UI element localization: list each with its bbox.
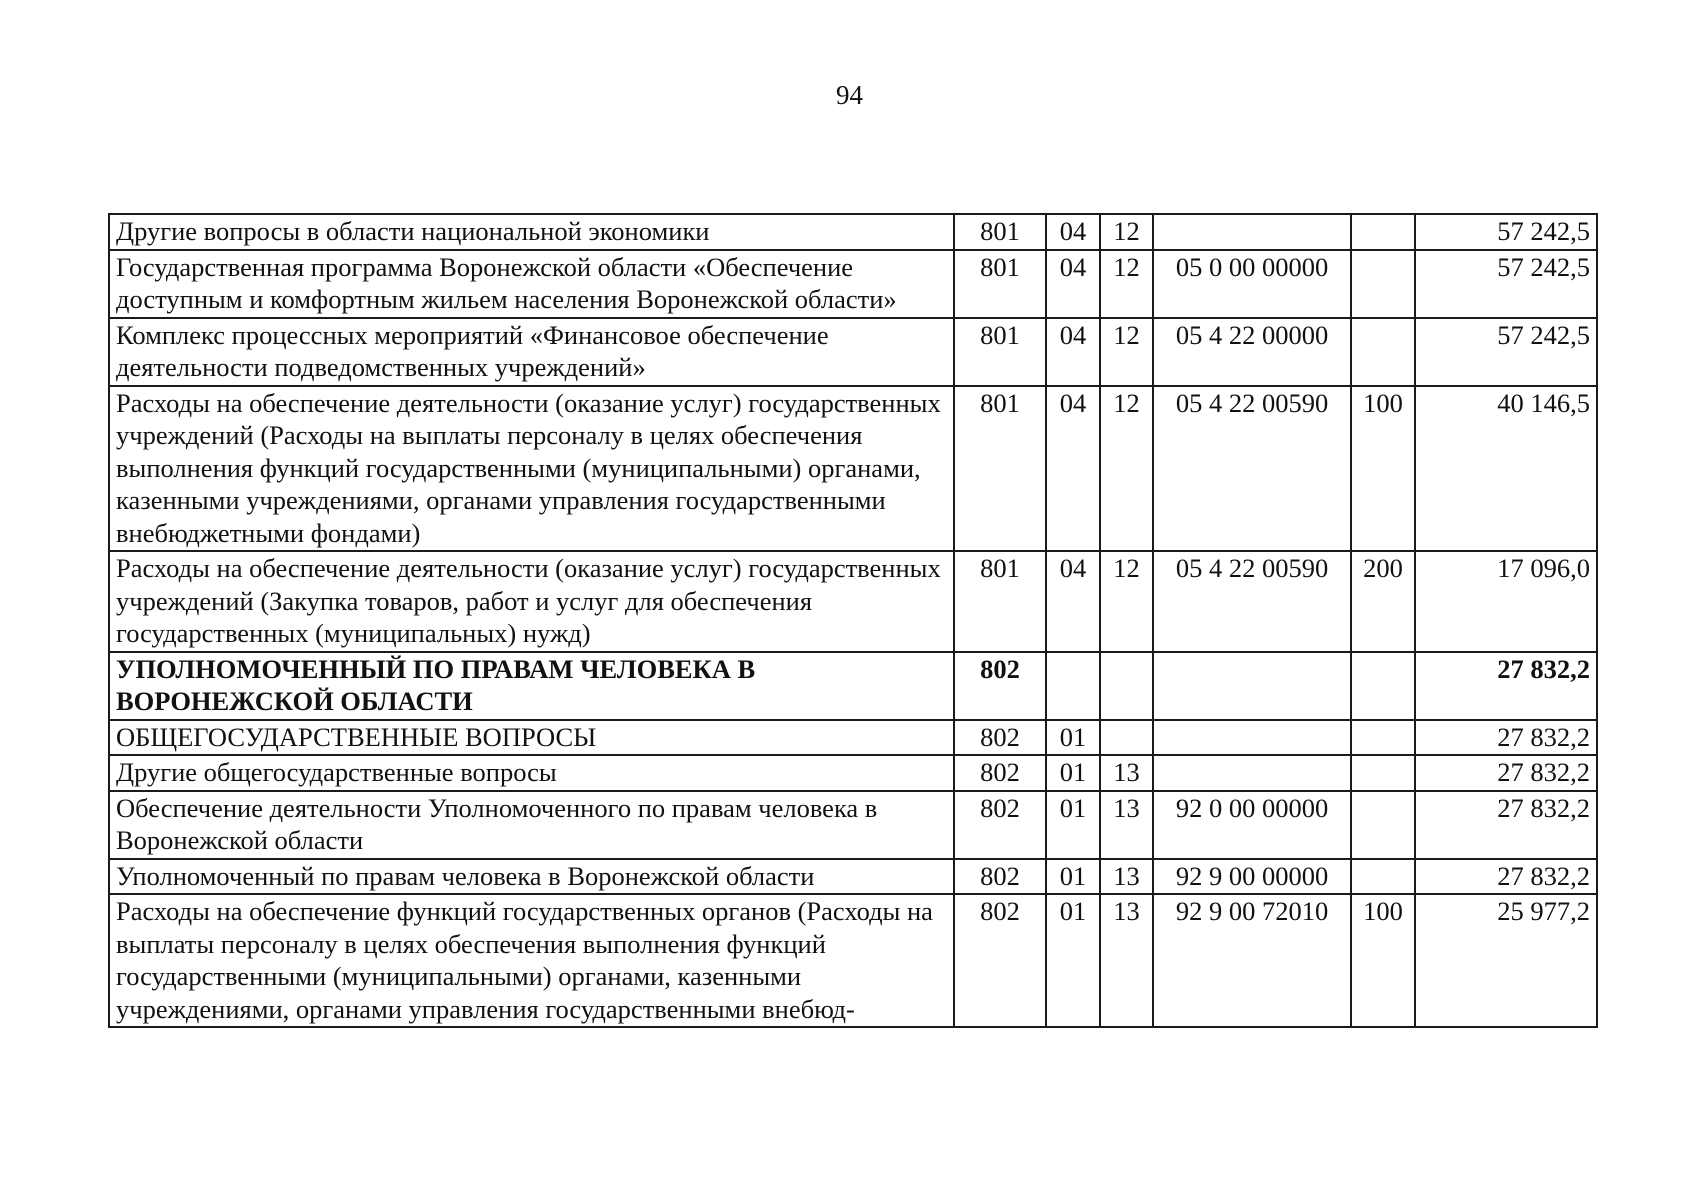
row-csr-cell: [1153, 214, 1351, 250]
row-pr-cell: 13: [1100, 859, 1153, 895]
row-gr-cell: 802: [954, 652, 1046, 720]
row-pr-cell: 12: [1100, 386, 1153, 552]
row-vr-cell: [1351, 214, 1415, 250]
row-gr-cell: 802: [954, 894, 1046, 1027]
row-sum-cell: 17 096,0: [1415, 551, 1597, 652]
row-csr-cell: 05 4 22 00590: [1153, 386, 1351, 552]
row-gr-cell: 801: [954, 551, 1046, 652]
row-pr-cell: 13: [1100, 755, 1153, 791]
table-row: [109, 755, 1597, 791]
table-row: [109, 250, 1597, 318]
row-name-cell: Расходы на обеспечение деятельности (оказание услуг) государственных учреждений (Закупка товаров, работ и услуг для обеспечения государственных (муниципальных) нужд): [109, 551, 954, 652]
row-rz-cell: 01: [1046, 894, 1100, 1027]
row-name-cell: УПОЛНОМОЧЕННЫЙ ПО ПРАВАМ ЧЕЛОВЕКА В ВОРОНЕЖСКОЙ ОБЛАСТИ: [109, 652, 954, 720]
table-row: [109, 859, 1597, 895]
table-row: [109, 318, 1597, 386]
row-sum-cell: 27 832,2: [1415, 791, 1597, 859]
row-gr-cell: 801: [954, 318, 1046, 386]
row-vr-cell: [1351, 859, 1415, 895]
row-sum-cell: 40 146,5: [1415, 386, 1597, 552]
row-name-cell: Государственная программа Воронежской области «Обеспечение доступным и комфортным жильем населения Воронежской области»: [109, 250, 954, 318]
row-rz-cell: 01: [1046, 859, 1100, 895]
row-csr-cell: 92 0 00 00000: [1153, 791, 1351, 859]
row-pr-cell: [1100, 720, 1153, 756]
row-csr-cell: 05 4 22 00590: [1153, 551, 1351, 652]
page-number: 94: [836, 80, 863, 110]
table-row: [109, 720, 1597, 756]
table-row: [109, 214, 1597, 250]
row-pr-cell: 12: [1100, 318, 1153, 386]
row-pr-cell: 12: [1100, 551, 1153, 652]
row-name-cell: Расходы на обеспечение деятельности (оказание услуг) государственных учреждений (Расходы на выплаты персоналу в целях обеспечения выполнения функций государственными (муниципальными) органами, казенными учреждениями, органами управления государственными внебюджетными фондами): [109, 386, 954, 552]
row-vr-cell: 100: [1351, 894, 1415, 1027]
row-name-cell: Уполномоченный по правам человека в Воронежской области: [109, 859, 954, 895]
row-pr-cell: 13: [1100, 894, 1153, 1027]
row-rz-cell: 04: [1046, 386, 1100, 552]
row-rz-cell: 04: [1046, 551, 1100, 652]
row-gr-cell: 801: [954, 214, 1046, 250]
row-name-cell: Другие вопросы в области национальной экономики: [109, 214, 954, 250]
row-rz-cell: 01: [1046, 720, 1100, 756]
row-vr-cell: [1351, 755, 1415, 791]
row-gr-cell: 801: [954, 250, 1046, 318]
row-sum-cell: 27 832,2: [1415, 720, 1597, 756]
row-vr-cell: 200: [1351, 551, 1415, 652]
row-sum-cell: 57 242,5: [1415, 318, 1597, 386]
table-row: [109, 386, 1597, 552]
row-pr-cell: [1100, 652, 1153, 720]
row-gr-cell: 802: [954, 859, 1046, 895]
row-vr-cell: [1351, 652, 1415, 720]
row-name-cell: Расходы на обеспечение функций государственных органов (Расходы на выплаты персоналу в целях обеспечения выполнения функций государственными (муниципальными) органами, казенными учреждениями, органами управления государственными внебюд-: [109, 894, 954, 1027]
row-gr-cell: 801: [954, 386, 1046, 552]
budget-table: [108, 213, 1598, 1028]
row-csr-cell: 92 9 00 72010: [1153, 894, 1351, 1027]
row-rz-cell: [1046, 652, 1100, 720]
table-row: [109, 791, 1597, 859]
row-pr-cell: 12: [1100, 250, 1153, 318]
row-gr-cell: 802: [954, 720, 1046, 756]
row-name-cell: ОБЩЕГОСУДАРСТВЕННЫЕ ВОПРОСЫ: [109, 720, 954, 756]
table-row: [109, 551, 1597, 652]
row-name-cell: Комплекс процессных мероприятий «Финансовое обеспечение деятельности подведомственных учреждений»: [109, 318, 954, 386]
row-csr-cell: 05 0 00 00000: [1153, 250, 1351, 318]
row-pr-cell: 12: [1100, 214, 1153, 250]
row-csr-cell: [1153, 720, 1351, 756]
table-row: [109, 894, 1597, 1027]
row-gr-cell: 802: [954, 755, 1046, 791]
row-csr-cell: [1153, 755, 1351, 791]
row-csr-cell: 92 9 00 00000: [1153, 859, 1351, 895]
row-sum-cell: 57 242,5: [1415, 214, 1597, 250]
table-row: [109, 652, 1597, 720]
row-vr-cell: [1351, 250, 1415, 318]
row-rz-cell: 01: [1046, 791, 1100, 859]
row-vr-cell: [1351, 318, 1415, 386]
row-rz-cell: 04: [1046, 318, 1100, 386]
row-vr-cell: [1351, 791, 1415, 859]
row-rz-cell: 04: [1046, 214, 1100, 250]
row-csr-cell: [1153, 652, 1351, 720]
row-vr-cell: [1351, 720, 1415, 756]
row-csr-cell: 05 4 22 00000: [1153, 318, 1351, 386]
row-rz-cell: 01: [1046, 755, 1100, 791]
row-name-cell: Обеспечение деятельности Уполномоченного по правам человека в Воронежской области: [109, 791, 954, 859]
row-vr-cell: 100: [1351, 386, 1415, 552]
row-rz-cell: 04: [1046, 250, 1100, 318]
budget-table-body: [109, 214, 1597, 1027]
row-sum-cell: 27 832,2: [1415, 859, 1597, 895]
row-pr-cell: 13: [1100, 791, 1153, 859]
row-sum-cell: 57 242,5: [1415, 250, 1597, 318]
row-sum-cell: 27 832,2: [1415, 652, 1597, 720]
row-sum-cell: 25 977,2: [1415, 894, 1597, 1027]
row-sum-cell: 27 832,2: [1415, 755, 1597, 791]
row-gr-cell: 802: [954, 791, 1046, 859]
row-name-cell: Другие общегосударственные вопросы: [109, 755, 954, 791]
